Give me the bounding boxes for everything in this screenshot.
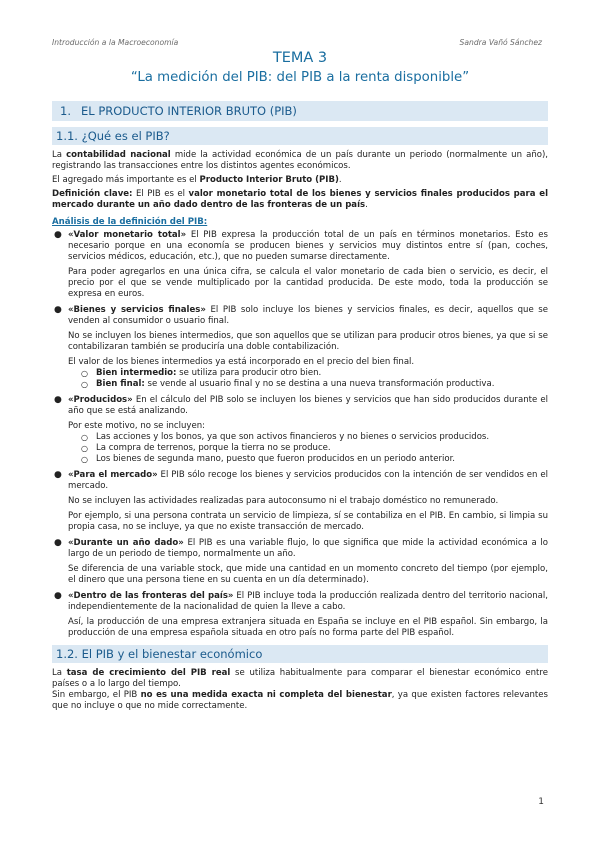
list-item-anio-dado: ● «Durante un año dado» El PIB es una variable flujo, lo que significa que mide la actividad económica a lo largo de un periodo de tiempo, normalmente un año. Se diferencia de una variable stock, que mide una cantidad en un momento concreto del tiempo (por ejemplo, el dinero que una persona tiene en su cuenta en un día determinado). [54,538,548,585]
paragraph-definicion: Definición clave: El PIB es el valor monetario total de los bienes y servicios finales producidos para el mercado durante un año dado dentro de las fronteras de un país. [52,189,548,210]
bullet-icon: ● [54,230,62,240]
paragraph-agregado: El agregado más importante es el Producto Interior Bruto (PIB). [52,175,342,185]
header-author: Sandra Vañó Sánchez [459,38,542,47]
bullet-icon: ● [54,591,62,601]
header-course: Introducción a la Macroeconomía [52,38,179,47]
paragraph-bienestar: Sin embargo, el PIB no es una medida exacta ni completa del bienestar, ya que existen factores relevantes que no incluye o que no mide correctamente. [52,690,548,711]
bullet-icon: ● [54,470,62,480]
paragraph-crecimiento: La tasa de crecimiento del PIB real se utiliza habitualmente para comparar el bienestar económico entre países o a lo largo del tiempo. [52,668,548,689]
bullet-icon: ● [54,305,62,315]
page-subtitle: “La medición del PIB: del PIB a la renta disponible” [130,70,470,85]
circle-bullet-icon: ○ [81,380,88,389]
subsection-heading-1-1: 1.1. ¿Qué es el PIB? [52,127,548,145]
bullet-icon: ● [54,395,62,405]
section-label: EL PRODUCTO INTERIOR BRUTO (PIB) [80,104,297,118]
section-heading-1 [52,101,548,121]
list-item-fronteras: ● «Dentro de las fronteras del país» El PIB incluye toda la producción realizada dentro del territorio nacional, independientemente de la nacionalidad de quien la lleve a cabo. Así, la producción de una empresa extranjera situada en España se incluye en el PIB español. Sin embargo, la producción de una empresa española situada en otro país no forma parte del PIB español. [54,591,548,638]
circle-bullet-icon: ○ [81,444,88,453]
page-number: 1 [538,797,544,807]
circle-bullet-icon: ○ [81,433,88,442]
sub-item-segunda-mano: ○ Los bienes de segunda mano, puesto que fueron producidos en un periodo anterior. [81,454,456,464]
list-item-producidos: ● «Producidos» En el cálculo del PIB solo se incluyen los bienes y servicios que han sido producidos durante el año que se está analizando. Por este motivo, no se incluyen: ○ Las acciones y los bonos, ya que son activos financieros y no bienes o servicios producidos. ○ La compra de terrenos, porque la tierra no se produce. ○ Los bienes de segunda mano, puesto que fueron producidos en un periodo anterior. [54,395,548,464]
list-item-valor-monetario: ● «Valor monetario total» El PIB expresa la producción total de un país en términos monetarios. Esto es necesario porque en una economía se producen bienes y servicios muy distintos entre sí (pan, coches, servicios médicos, educación, etc.), que no pueden sumarse directamente. Para poder agregarlos en una única cifra, se calcula el valor monetario de cada bien o servicio, es decir, el precio por el que se vende multiplicado por la cantidad producida. De este modo, toda la producción se expresa en euros. [54,230,548,299]
paragraph-contabilidad: La contabilidad nacional mide la actividad económica de un país durante un periodo (normalmente un año), registrando las transacciones entre los distintos agentes económicos. [52,150,549,171]
sub-item-bien-intermedio: ○ Bien intermedio: se utiliza para producir otro bien. [81,368,322,378]
sub-item-bien-final: ○ Bien final: se vende al usuario final y no se destina a una nueva transformación productiva. [81,379,495,389]
analysis-title: Análisis de la definición del PIB: [52,217,208,227]
sub-item-acciones: ○ Las acciones y los bonos, ya que son activos financieros y no bienes o servicios producidos. [81,432,490,442]
list-item-bienes-finales: ● «Bienes y servicios finales» El PIB solo incluye los bienes y servicios finales, es decir, aquellos que se venden al consumidor o usuario final. No se incluyen los bienes intermedios, que son aquellos que se utilizan para producir otros bienes, ya que si se contabilizaran también se produciría una doble contabilización. El valor de los bienes intermedios ya está incorporado en el precio del bien final. ○ Bien intermedio: se utiliza para producir otro bien. ○ Bien final: se vende al usuario final y no se destina a una nueva transformación productiva. [54,305,548,389]
subsection-heading-1-2: 1.2. El PIB y el bienestar económico [52,645,548,663]
page-title: TEMA 3 [272,50,328,66]
bullet-icon: ● [54,538,62,548]
circle-bullet-icon: ○ [81,369,88,378]
list-item-mercado: ● «Para el mercado» El PIB sólo recoge los bienes y servicios producidos con la intención de ser vendidos en el mercado. No se incluyen las actividades realizadas para autoconsumo ni el trabajo doméstico no remunerado. Por ejemplo, si una persona contrata un servicio de limpieza, sí se contabiliza en el PIB. En cambio, si limpia su propia casa, no se incluye, ya que no existe transacción de mercado. [54,470,548,532]
circle-bullet-icon: ○ [81,455,88,464]
sub-item-terrenos: ○ La compra de terrenos, porque la tierra no se produce. [81,443,331,453]
section-number: 1. [60,104,71,118]
document-body [52,101,548,715]
